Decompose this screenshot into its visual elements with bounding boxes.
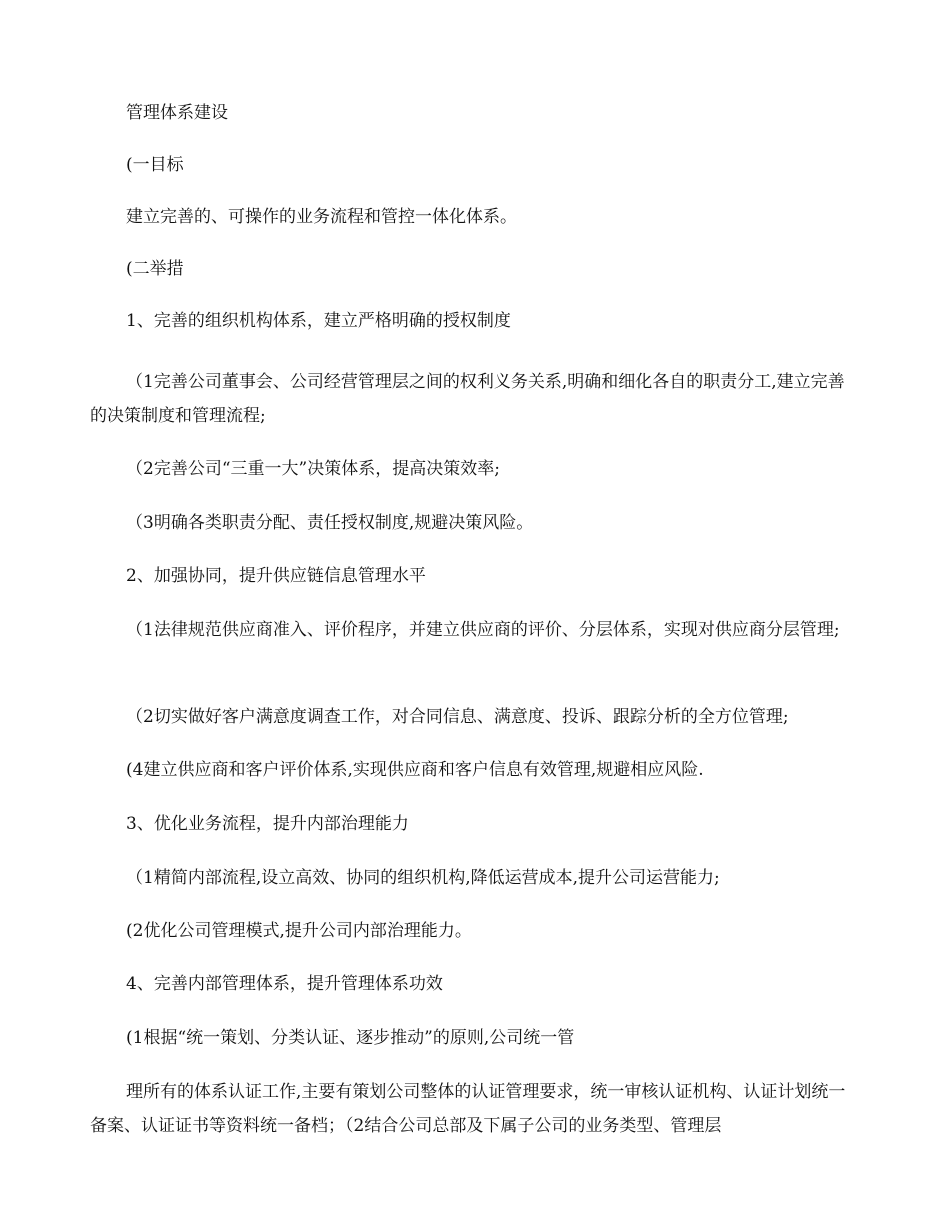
list-item: (2优化公司管理模式,提升公司内部治理能力。 xyxy=(126,921,472,941)
list-heading-4: 4、完善内部管理体系，提升管理体系功效 xyxy=(126,974,443,994)
list-item: （2切实做好客户满意度调查工作，对合同信息、满意度、投诉、跟踪分析的全方位管理; xyxy=(126,707,789,727)
list-item: （1法律规范供应商准入、评价程序，并建立供应商的评价、分层体系，实现对供应商分层管理; xyxy=(126,620,840,640)
list-item: （2完善公司“三重一大”决策体系，提高决策效率; xyxy=(126,459,500,479)
list-item: (4建立供应商和客户评价体系,实现供应商和客户信息有效管理,规避相应风险. xyxy=(126,760,704,780)
subsection-goal: (一目标 xyxy=(126,155,184,175)
paragraph: 建立完善的、可操作的业务流程和管控一体化体系。 xyxy=(126,207,517,227)
subsection-measures: (二举措 xyxy=(126,259,184,279)
list-item: （1完善公司董事会、公司经营管理层之间的权利义务关系,明确和细化各自的职责分工,建立完善的决策制度和管理流程; xyxy=(90,372,845,426)
list-item: （3明确各类职责分配、责任授权制度,规避决策风险。 xyxy=(126,513,534,533)
list-heading-2: 2、加强协同，提升供应链信息管理水平 xyxy=(126,566,426,586)
list-heading-1: 1、完善的组织机构体系，建立严格明确的授权制度 xyxy=(126,311,511,331)
list-item: （1精简内部流程,设立高效、协同的组织机构,降低运营成本,提升公司运营能力; xyxy=(126,868,720,888)
list-heading-3: 3、优化业务流程，提升内部治理能力 xyxy=(126,814,409,834)
paragraph: 理所有的体系认证工作,主要有策划公司整体的认证管理要求，统一审核认证机构、认证计划统一备案、认证证书等资料统一备档；（2结合公司总部及下属子公司的业务类型、管理层 xyxy=(90,1082,846,1136)
list-item: (1根据“统一策划、分类认证、逐步推动”的原则,公司统一管 xyxy=(126,1028,575,1048)
section-heading: 管理体系建设 xyxy=(126,103,228,123)
